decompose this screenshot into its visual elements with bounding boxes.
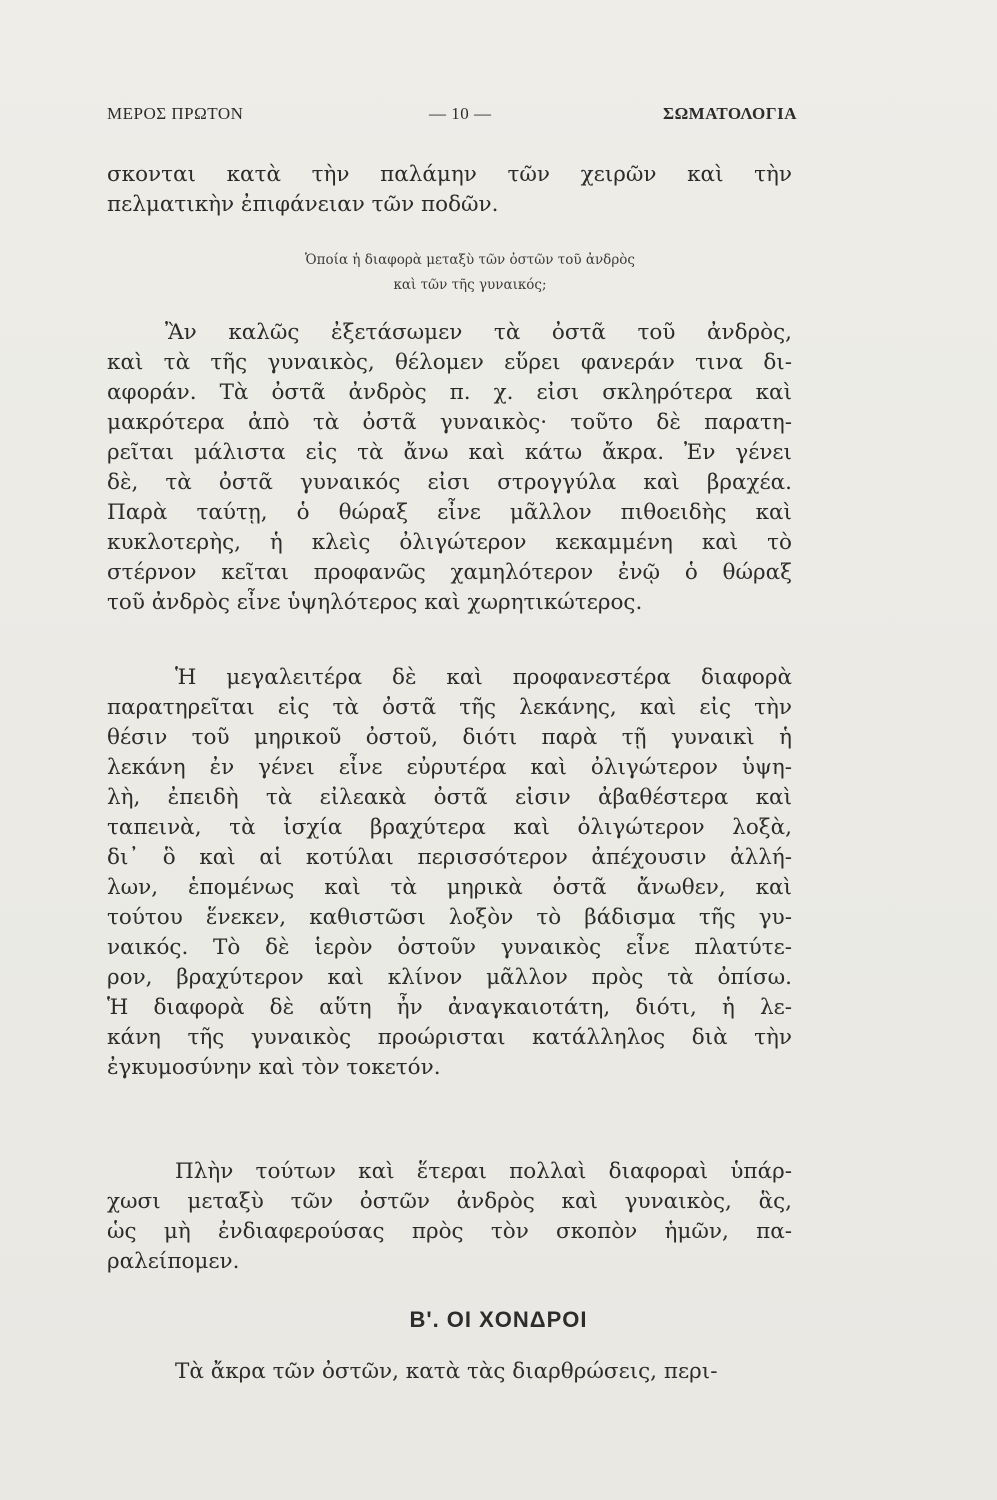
- marginal-heading: [240, 248, 700, 298]
- paragraph-bone-differences: [107, 318, 792, 618]
- text-line: μακρότερα ἀπὸ τὰ ὀστᾶ γυναικὸς· τοῦτο δὲ παρατη-: [107, 410, 792, 435]
- text-line: χωσι μεταξὺ τῶν ὀστῶν ἀνδρὸς καὶ γυναικὸς, ἃς,: [107, 1189, 792, 1214]
- text-line: λὴ, ἐπειδὴ τὰ εἰλεακὰ ὀστᾶ εἰσιν ἀβαθέστερα καὶ: [107, 785, 792, 810]
- text-line: τούτου ἕνεκεν, καθιστῶσι λοξὸν τὸ βάδισμα τῆς γυ-: [107, 905, 792, 930]
- text-line: στέρνον κεῖται προφανῶς χαμηλότερον ἐνῷ ὁ θώραξ: [107, 560, 792, 585]
- text-line: κυκλοτερὴς, ἡ κλεὶς ὀλιγώτερον κεκαμμένη καὶ τὸ: [107, 530, 792, 555]
- text-line: λεκάνη ἐν γένει εἶνε εὐρυτέρα καὶ ὀλιγώτερον ὑψη-: [107, 755, 792, 780]
- text-line: παρατηρεῖται εἰς τὰ ὀστᾶ τῆς λεκάνης, καὶ εἰς τὴν: [107, 695, 792, 720]
- header-part-title: ΜΕΡΟΣ ΠΡΩΤΟΝ: [107, 104, 244, 123]
- paragraph-cartilage: [107, 1357, 792, 1387]
- text-line: καὶ τὰ τῆς γυναικὸς, θέλομεν εὕρει φανεράν τινα δι-: [107, 350, 792, 375]
- text-line: ἐγκυμοσύνην καὶ τὸν τοκετόν.: [107, 1055, 441, 1080]
- text-line: ὡς μὴ ἐνδιαφερούσας πρὸς τὸν σκοπὸν ἡμῶν, πα-: [107, 1219, 792, 1244]
- text-line: ταπεινὰ, τὰ ἰσχία βραχύτερα καὶ ὀλιγώτερον λοξὰ,: [107, 815, 792, 840]
- text-line: ναικός. Τὸ δὲ ἱερὸν ὀστοῦν γυναικὸς εἶνε πλατύτε-: [107, 935, 792, 960]
- text-line: δι᾽ ὃ καὶ αἱ κοτύλαι περισσότερον ἀπέχουσιν ἀλλή-: [107, 845, 792, 870]
- paragraph-continuation: [107, 160, 792, 220]
- text-line: ρεῖται μάλιστα εἰς τὰ ἄνω καὶ κάτω ἄκρα. Ἐν γένει: [107, 440, 792, 465]
- page-number: — 10 —: [429, 104, 492, 123]
- text-line: κάνη τῆς γυναικὸς προώρισται κατάλληλος διὰ τὴν: [107, 1025, 792, 1050]
- text-line: Πλὴν τούτων καὶ ἕτεραι πολλαὶ διαφοραὶ ὑπάρ-: [175, 1159, 792, 1184]
- text-line: δὲ, τὰ ὀστᾶ γυναικός εἰσι στρογγύλα καὶ βραχέα.: [107, 470, 792, 495]
- header-section-title: ΣΩΜΑΤΟΛΟΓΙΑ: [662, 104, 797, 123]
- text-line: αφοράν. Τὰ ὀστᾶ ἀνδρὸς π. χ. εἰσι σκληρότερα καὶ: [107, 380, 792, 405]
- text-line: ρον, βραχύτερον καὶ κλίνον μᾶλλον πρὸς τὰ ὀπίσω.: [107, 965, 792, 990]
- text-line: Ἂν καλῶς ἐξετάσωμεν τὰ ὀστᾶ τοῦ ἀνδρὸς,: [165, 320, 792, 345]
- text-line: Τὰ ἄκρα τῶν ὀστῶν, κατὰ τὰς διαρθρώσεις, περι-: [175, 1359, 718, 1384]
- text-line: πελματικὴν ἐπιφάνειαν τῶν ποδῶν.: [107, 192, 499, 217]
- text-line: τοῦ ἀνδρὸς εἶνε ὑψηλότερος καὶ χωρητικώτερος.: [107, 590, 643, 615]
- text-line: Ἡ μεγαλειτέρα δὲ καὶ προφανεστέρα διαφορὰ: [175, 665, 792, 690]
- marginal-heading-line: Ὁποία ἡ διαφορὰ μεταξὺ τῶν ὀστῶν τοῦ ἀνδρὸς: [305, 252, 635, 268]
- text-line: Παρὰ ταύτῃ, ὁ θώραξ εἶνε μᾶλλον πιθοειδὴς καὶ: [107, 500, 792, 525]
- running-header: [107, 104, 797, 128]
- marginal-heading-line: καὶ τῶν τῆς γυναικός;: [393, 277, 547, 293]
- paragraph-other-differences: [107, 1157, 792, 1277]
- section-heading: Β'. ΟΙ ΧΟΝΔΡΟΙ: [409, 1307, 588, 1332]
- text-line: θέσιν τοῦ μηρικοῦ ὀστοῦ, διότι παρὰ τῇ γυναικὶ ἡ: [107, 725, 792, 750]
- text-line: ραλείπομεν.: [107, 1249, 240, 1274]
- text-line: Ἡ διαφορὰ δὲ αὕτη ἦν ἀναγκαιοτάτη, διότι, ἡ λε-: [107, 995, 792, 1020]
- text-line: λων, ἑπομένως καὶ τὰ μηρικὰ ὀστᾶ ἄνωθεν, καὶ: [107, 875, 792, 900]
- text-line: σκονται κατὰ τὴν παλάμην τῶν χειρῶν καὶ τὴν: [107, 162, 792, 187]
- paragraph-pelvis-differences: [107, 663, 792, 1083]
